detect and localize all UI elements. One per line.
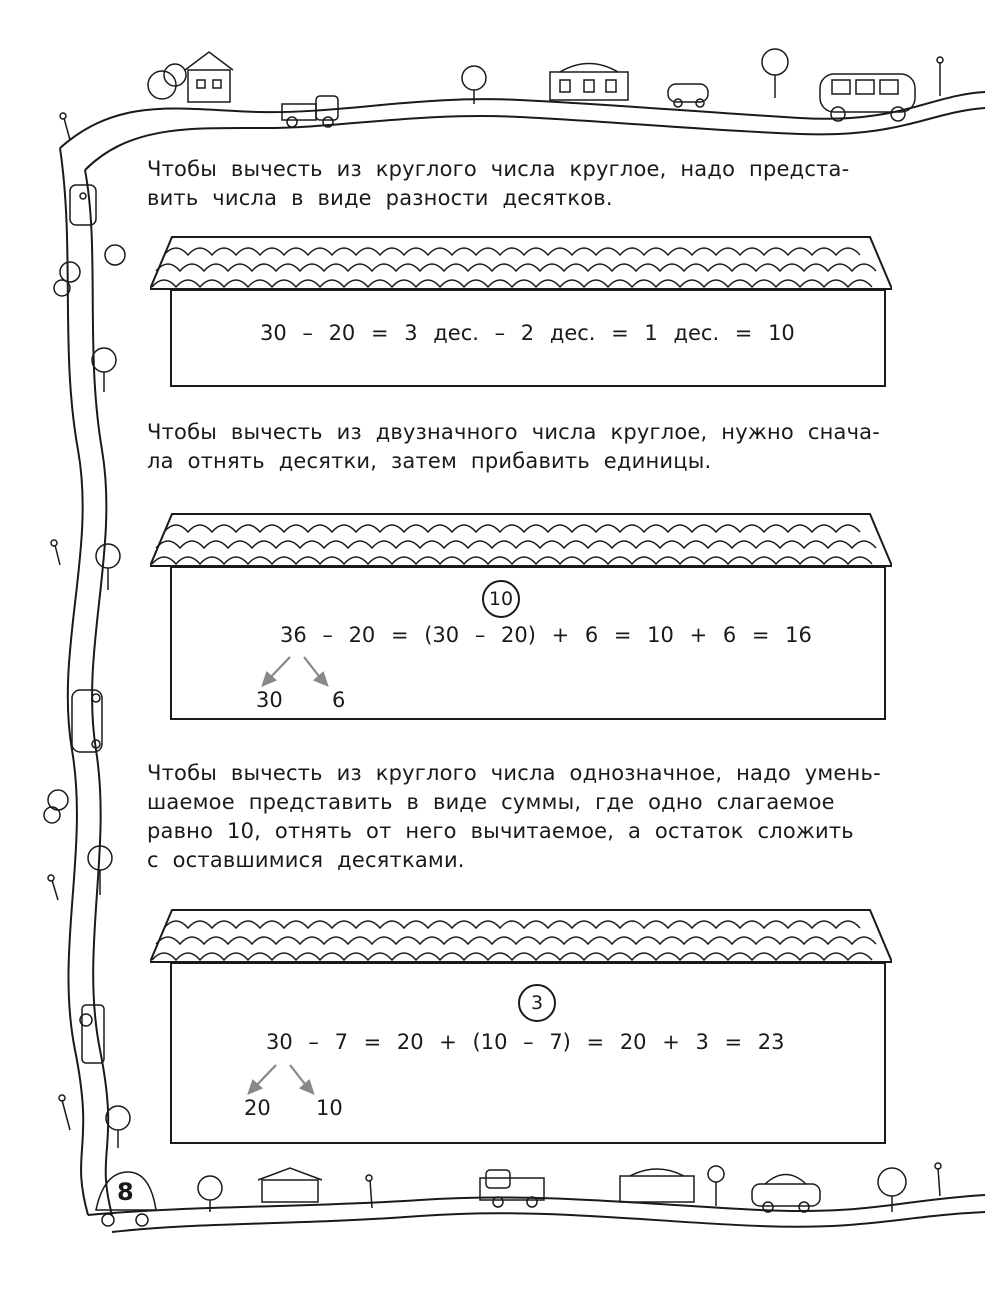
rule-3-line: шаемое представить в виде суммы, где одно слагаемое	[147, 790, 835, 814]
rule-2-line: ла отнять десятки, затем прибавить единицы.	[147, 449, 712, 473]
example-box-3	[150, 906, 892, 1146]
split-right-value: 10	[316, 1096, 343, 1120]
box-3-wall	[170, 962, 886, 1144]
roof-tiles	[150, 906, 892, 966]
split-right-value: 6	[332, 688, 346, 712]
split-left-value: 20	[244, 1096, 271, 1120]
rule-3-text	[147, 759, 897, 875]
rule-1-line: Чтобы вычесть из круглого числа круглое, надо предста-	[147, 157, 850, 181]
box-1-wall	[170, 289, 886, 387]
page-number: 8	[117, 1178, 134, 1206]
box-3-equation: 30 – 7 = 20 + (10 – 7) = 20 + 3 = 23	[266, 1030, 785, 1054]
roof-tiles	[150, 510, 892, 570]
rule-3-line: с оставшимися десятками.	[147, 848, 465, 872]
example-box-2	[150, 510, 892, 722]
rule-3-line: Чтобы вычесть из круглого числа однозначное, надо умень-	[147, 761, 881, 785]
circled-number: 3	[518, 984, 556, 1022]
box-2-wall	[170, 566, 886, 720]
rule-1-text	[147, 155, 897, 213]
rule-3-line: равно 10, отнять от него вычитаемое, а остаток сложить	[147, 819, 854, 843]
split-left-value: 30	[256, 688, 283, 712]
split-arrows	[246, 1062, 326, 1096]
rule-2-line: Чтобы вычесть из двузначного числа круглое, нужно снача-	[147, 420, 881, 444]
split-arrows	[260, 654, 340, 688]
box-1-equation: 30 – 20 = 3 дес. – 2 дес. = 1 дес. = 10	[260, 321, 795, 345]
rule-2-text	[147, 418, 897, 476]
example-box-1	[150, 233, 892, 389]
box-2-equation: 36 – 20 = (30 – 20) + 6 = 10 + 6 = 16	[280, 623, 812, 647]
rule-1-line: вить числа в виде разности десятков.	[147, 186, 613, 210]
roof-tiles	[150, 233, 892, 293]
circled-number: 10	[482, 580, 520, 618]
